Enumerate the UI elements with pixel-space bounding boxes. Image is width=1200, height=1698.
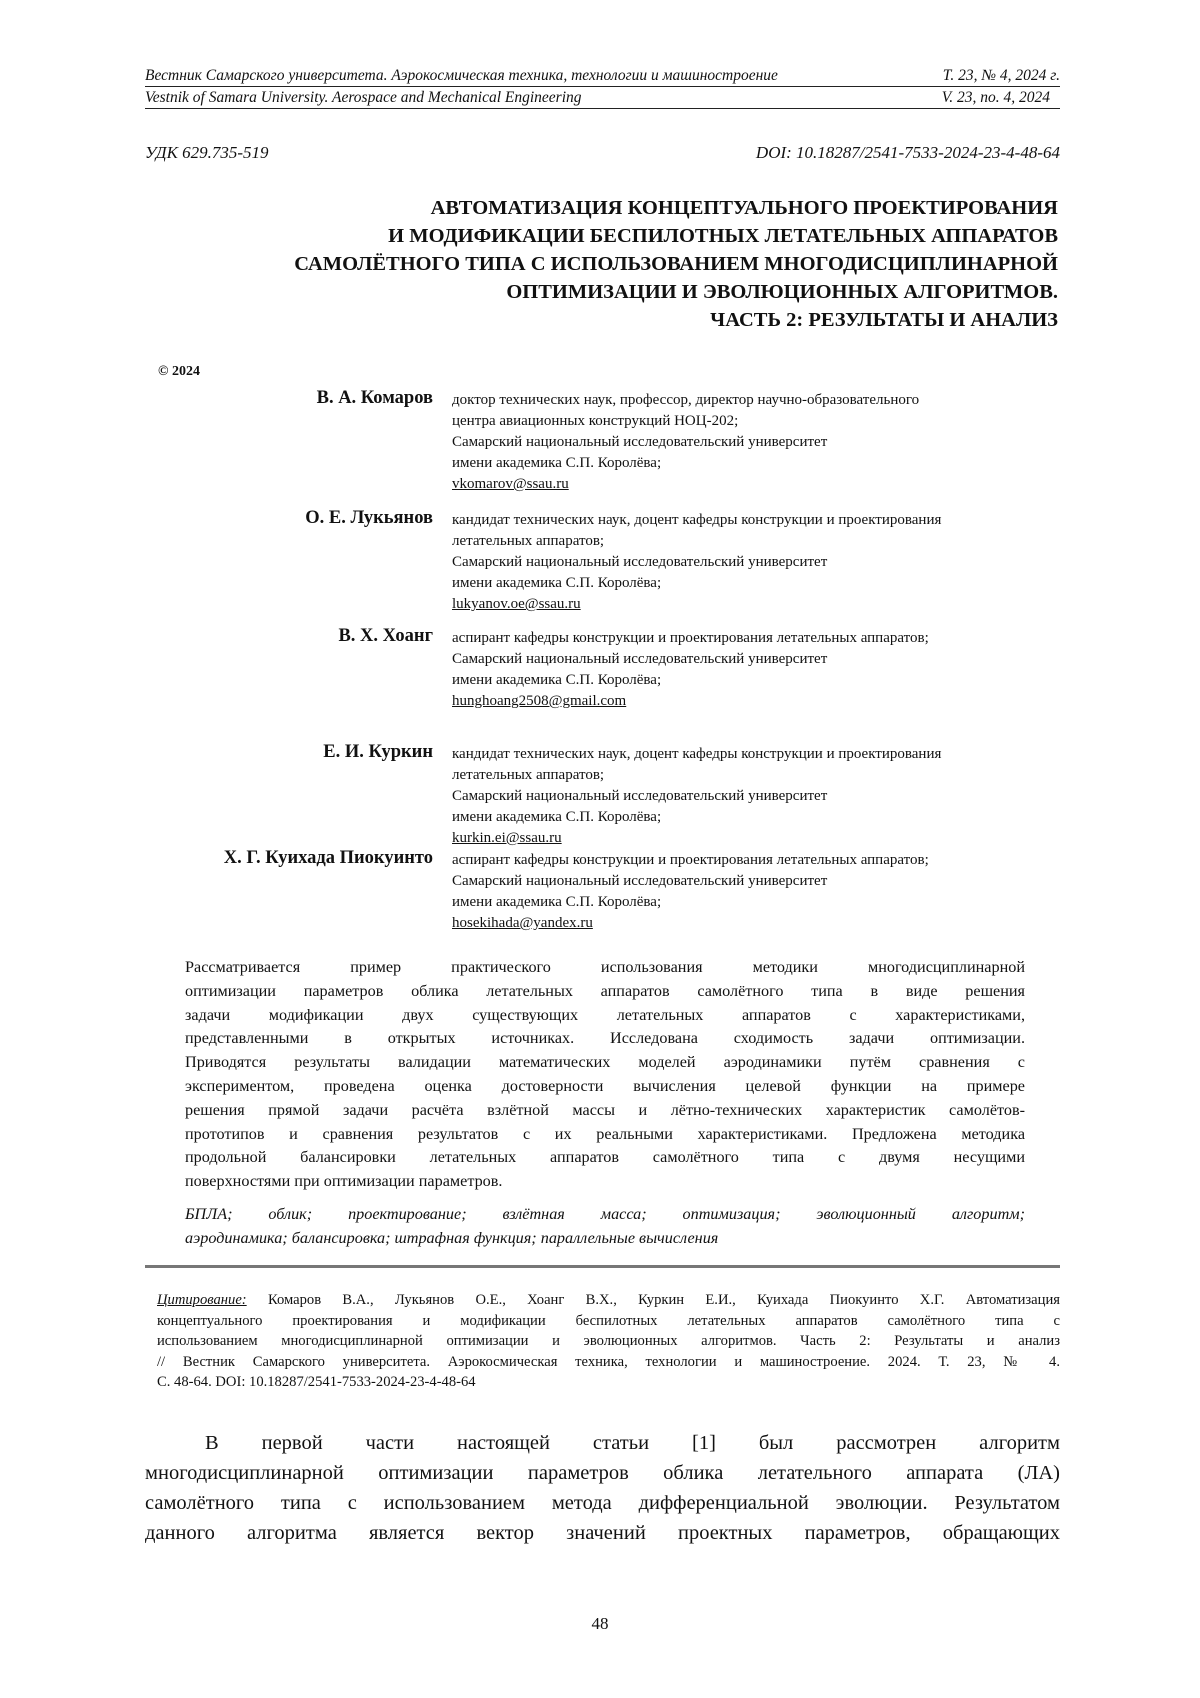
- affiliation-line: кандидат технических наук, доцент кафедры конструкции и проектирования: [452, 744, 1072, 765]
- abstract-line: экспериментом, проведена оценка достоверности вычисления целевой функции на примере: [185, 1075, 1025, 1099]
- journal-header-ru: [145, 66, 1060, 87]
- body-text: [145, 1428, 1060, 1548]
- abstract-line: задачи модификации двух существующих летательных аппаратов с характеристиками,: [185, 1004, 1025, 1028]
- author-email-link[interactable]: hosekihada@yandex.ru: [452, 915, 593, 931]
- abstract-line: прототипов и сравнения результатов с их реальными характеристиками. Предложена методика: [185, 1123, 1025, 1147]
- title-line: ОПТИМИЗАЦИИ И ЭВОЛЮЦИОННЫХ АЛГОРИТМОВ.: [145, 278, 1058, 306]
- identifiers: [145, 143, 1060, 163]
- abstract-line: поверхностями при оптимизации параметров.: [185, 1170, 1025, 1194]
- doi: DOI: 10.18287/2541-7533-2024-23-4-48-64: [756, 143, 1060, 163]
- author-email-link[interactable]: vkomarov@ssau.ru: [452, 476, 569, 492]
- abstract-line: оптимизации параметров облика летательных аппаратов самолётного типа в виде решения: [185, 980, 1025, 1004]
- copyright: © 2024: [158, 364, 200, 380]
- keywords: [185, 1203, 1025, 1251]
- title-line: И МОДИФИКАЦИИ БЕСПИЛОТНЫХ ЛЕТАТЕЛЬНЫХ АППАРАТОВ: [145, 222, 1058, 250]
- affiliation-line: имени академика С.П. Королёва;: [452, 453, 1072, 474]
- author-name: Х. Г. Куихада Пиокуинто: [145, 848, 433, 869]
- author-affiliation: [452, 390, 1072, 495]
- title-line: САМОЛЁТНОГО ТИПА С ИСПОЛЬЗОВАНИЕМ МНОГОДИСЦИПЛИНАРНОЙ: [145, 250, 1058, 278]
- body-line: данного алгоритма является вектор значений проектных параметров, обращающих: [145, 1518, 1060, 1548]
- affiliation-line: кандидат технических наук, доцент кафедры конструкции и проектирования: [452, 510, 1072, 531]
- body-line: многодисциплинарной оптимизации параметров облика летательного аппарата (ЛА): [145, 1458, 1060, 1488]
- citation-line: использованием многодисциплинарной оптимизации и эволюционных алгоритмов. Часть 2: Результаты и анализ: [157, 1331, 1060, 1352]
- author-affiliation: [452, 628, 1072, 712]
- abstract-line: представленными в открытых источниках. Исследована сходимость задачи оптимизации.: [185, 1027, 1025, 1051]
- citation-line: // Вестник Самарского университета. Аэрокосмическая техника, технологии и машиностроение. 2024. Т. 23, № 4.: [157, 1352, 1060, 1373]
- author-affiliation: [452, 850, 1072, 934]
- affiliation-line: имени академика С.П. Королёва;: [452, 807, 1072, 828]
- title-line: ЧАСТЬ 2: РЕЗУЛЬТАТЫ И АНАЛИЗ: [145, 306, 1058, 334]
- abstract-line: решения прямой задачи расчёта взлётной массы и лётно-технических характеристик самолётов-: [185, 1099, 1025, 1123]
- affiliation-line: летательных аппаратов;: [452, 531, 1072, 552]
- affiliation-line: Самарский национальный исследовательский университет: [452, 786, 1072, 807]
- abstract-line: Приводятся результаты валидации математических моделей аэродинамики путём сравнения с: [185, 1051, 1025, 1075]
- affiliation-line: Самарский национальный исследовательский университет: [452, 871, 1072, 892]
- keywords-line: аэродинамика; балансировка; штрафная функция; параллельные вычисления: [185, 1227, 1025, 1251]
- page-number: 48: [0, 1614, 1200, 1634]
- author-name: Е. И. Куркин: [145, 742, 433, 763]
- citation-line: С. 48-64. DOI: 10.18287/2541-7533-2024-23-4-48-64: [157, 1372, 1060, 1393]
- affiliation-line: имени академика С.П. Королёва;: [452, 573, 1072, 594]
- affiliation-line: имени академика С.П. Королёва;: [452, 892, 1072, 913]
- citation-label: Цитирование:: [157, 1292, 247, 1308]
- author-email-link[interactable]: lukyanov.oe@ssau.ru: [452, 596, 581, 612]
- body-line: самолётного типа с использованием метода дифференциальной эволюции. Результатом: [145, 1488, 1060, 1518]
- affiliation-line: центра авиационных конструкций НОЦ-202;: [452, 411, 1072, 432]
- affiliation-line: аспирант кафедры конструкции и проектирования летательных аппаратов;: [452, 628, 1072, 649]
- author-name: В. Х. Хоанг: [145, 626, 433, 647]
- author-affiliation: [452, 510, 1072, 615]
- journal-name-en: Vestnik of Samara University. Aerospace and Mechanical Engineering: [145, 88, 582, 108]
- abstract-line: Рассматривается пример практического использования методики многодисциплинарной: [185, 956, 1025, 980]
- affiliation-line: летательных аппаратов;: [452, 765, 1072, 786]
- citation-line: концептуального проектирования и модификации беспилотных летательных аппаратов самолётного типа с: [157, 1311, 1060, 1332]
- body-line: В первой части настоящей статьи [1] был рассмотрен алгоритм: [145, 1428, 1060, 1458]
- citation-line: Комаров В.А., Лукьянов О.Е., Хоанг В.Х., Куркин Е.И., Куихада Пиокуинто Х.Г. Автоматизация: [247, 1292, 1060, 1308]
- affiliation-line: Самарский национальный исследовательский университет: [452, 432, 1072, 453]
- citation: [157, 1290, 1060, 1393]
- affiliation-line: Самарский национальный исследовательский университет: [452, 552, 1072, 573]
- abstract: [185, 956, 1025, 1194]
- affiliation-line: Самарский национальный исследовательский университет: [452, 649, 1072, 670]
- author-name: О. Е. Лукьянов: [145, 508, 433, 529]
- author-email-link[interactable]: kurkin.ei@ssau.ru: [452, 830, 562, 846]
- title-line: АВТОМАТИЗАЦИЯ КОНЦЕПТУАЛЬНОГО ПРОЕКТИРОВАНИЯ: [145, 194, 1058, 222]
- keywords-line: БПЛА; облик; проектирование; взлётная масса; оптимизация; эволюционный алгоритм;: [185, 1203, 1025, 1227]
- affiliation-line: доктор технических наук, профессор, директор научно-образовательного: [452, 390, 1072, 411]
- issue-en: V. 23, no. 4, 2024: [942, 88, 1060, 108]
- author-email-link[interactable]: hunghoang2508@gmail.com: [452, 693, 626, 709]
- journal-header-en: [145, 88, 1060, 109]
- issue-ru: Т. 23, № 4, 2024 г.: [943, 66, 1060, 86]
- journal-name-ru: Вестник Самарского университета. Аэрокосмическая техника, технологии и машиностроение: [145, 66, 778, 86]
- abstract-line: продольной балансировки летательных аппаратов самолётного типа с двумя несущими: [185, 1146, 1025, 1170]
- udk: УДК 629.735-519: [145, 143, 269, 163]
- author-affiliation: [452, 744, 1072, 849]
- affiliation-line: имени академика С.П. Королёва;: [452, 670, 1072, 691]
- author-name: В. А. Комаров: [145, 388, 433, 409]
- article-title: [145, 194, 1058, 334]
- affiliation-line: аспирант кафедры конструкции и проектирования летательных аппаратов;: [452, 850, 1072, 871]
- divider: [145, 1265, 1060, 1268]
